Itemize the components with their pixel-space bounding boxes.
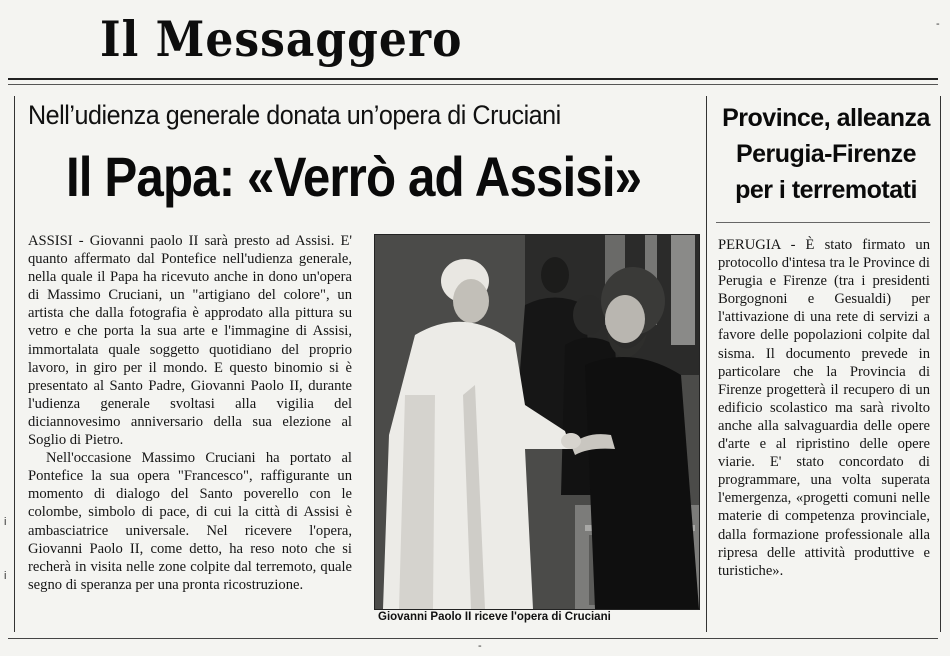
photo-illustration bbox=[375, 235, 699, 609]
masthead-rule-thin bbox=[8, 84, 938, 85]
side-article-body bbox=[718, 236, 930, 580]
left-column-rule bbox=[14, 96, 15, 632]
masthead-title: Il Messaggero bbox=[100, 12, 463, 69]
article-body bbox=[28, 232, 352, 594]
side-headline-line: Perugia-Firenze bbox=[735, 140, 917, 168]
side-article-headline bbox=[712, 100, 940, 208]
masthead-rule bbox=[8, 78, 938, 80]
article-paragraph: Nell'occasione Massimo Cruciani ha portato al Pontefice la sua opera "Francesco", raffigurante un momento di dialogo del Santo poverello con le colombe, simbolo di pace, di cui la città di Assisi è ambasciatrice universale. Nel ricevere l'opera, Giovanni Paolo II, come detto, ha reso noto che si recherà in visita nelle zone colpite dal terremoto, quale segno di speranza per una pronta ricostruzione. bbox=[28, 450, 352, 593]
side-headline-rule bbox=[716, 222, 930, 223]
edge-mark: - bbox=[936, 18, 940, 30]
column-divider bbox=[706, 96, 707, 632]
article-paragraph: ASSISI - Giovanni paolo II sarà presto ad Assisi. E' quanto affermato dal Pontefice nell'udienza generale, nella quale il Papa ha ricevuto anche in dono un'opera di Massimo Cruciani, un "artigiano del colore", un artista che dalla fotografia è approdato alla pittura su vetro e che porta la sua arte e l'immagine di Assisi, immortalata quale soggetto quotidiano del proprio lavoro, in giro per il mondo. E questo binomio si è presentato al Santo Padre, Giovanni Paolo II, durante l'udienza generale svoltasi alla vigilia del diciannovesimo anniversario della sua elezione al Soglio di Pietro. bbox=[28, 233, 352, 449]
article-kicker: Nell’udienza generale donata un’opera di Cruciani bbox=[28, 100, 561, 130]
article-headline: Il Papa: «Verrò ad Assisi» bbox=[66, 145, 642, 208]
side-headline-line: per i terremotati bbox=[735, 176, 917, 204]
photo-caption: Giovanni Paolo II riceve l'opera di Cruciani bbox=[378, 611, 611, 623]
margin-mark: i bbox=[4, 570, 7, 582]
article-photo bbox=[374, 234, 700, 610]
side-article-paragraph: PERUGIA - È stato firmato un protocollo d'intesa tra le Province di Perugia e Firenze (tra i presidenti Borgognoni e Gesualdi) per l'attivazione di una rete di servizi a favore delle popolazioni colpite dal sisma. Il documento prevede in particolare che la Provincia di Firenze progetterà il recupero di un edificio scolastico ma sarà rivolto anche alla salvaguardia delle opere d'arte e al ripristino delle opere viarie. E' stato concordato di programmare, una volta superata l'emergenza, «progetti comuni nelle materie di competenza provinciale, dalla formazione professionale alla ripresa delle attività produttive e turistiche». bbox=[718, 237, 930, 579]
right-column-rule bbox=[940, 96, 941, 632]
bottom-rule bbox=[8, 638, 938, 639]
side-headline-line: Province, alleanza bbox=[722, 104, 930, 132]
bottom-mark: - bbox=[478, 640, 482, 652]
margin-mark: i bbox=[4, 516, 7, 528]
